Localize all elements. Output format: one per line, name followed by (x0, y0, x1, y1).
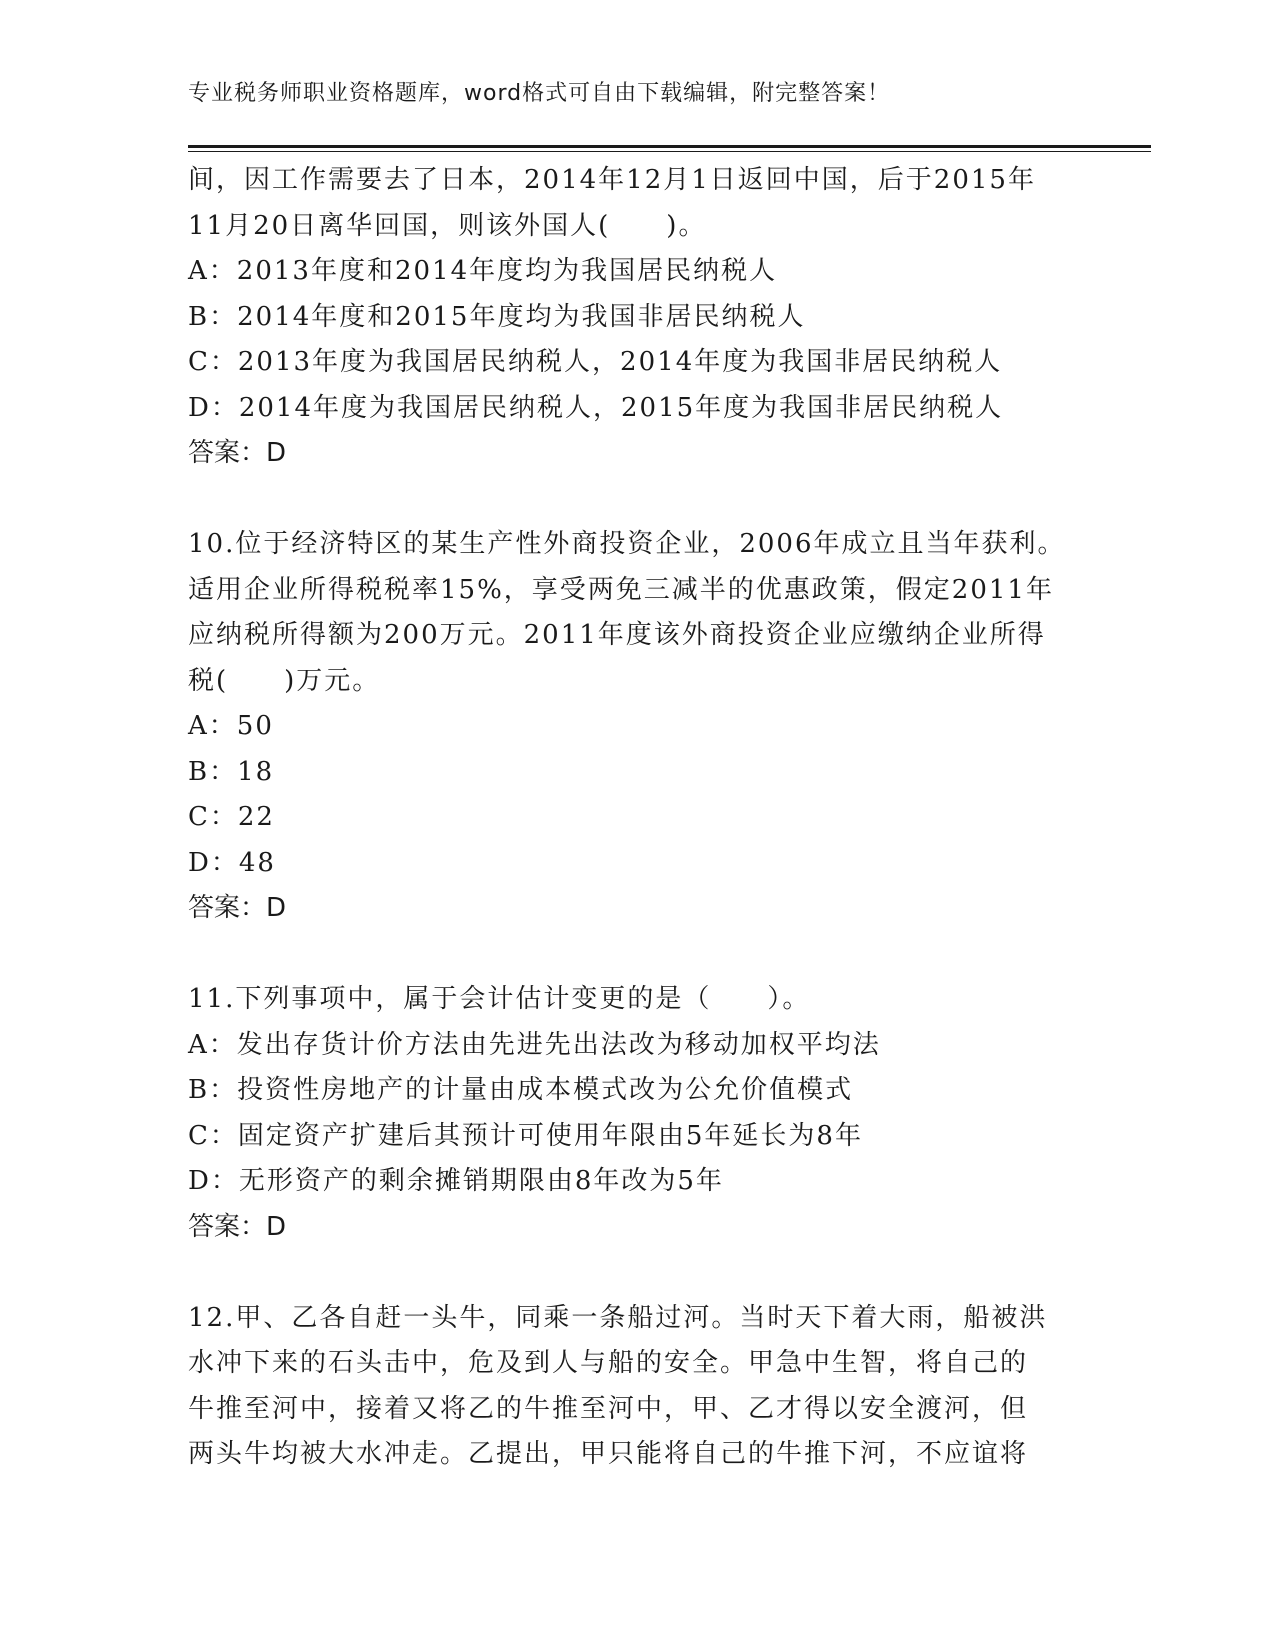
option-a: A：2013年度和2014年度均为我国居民纳税人 (188, 256, 778, 286)
option-d: D：无形资产的剩余摊销期限由8年改为5年 (188, 1166, 724, 1196)
question-stem-line: 间，因工作需要去了日本，2014年12月1日返回中国，后于2015年 (188, 165, 1036, 195)
answer-line: 答案：D (188, 893, 287, 923)
option-b: B：投资性房地产的计量由成本模式改为公允价值模式 (188, 1075, 854, 1105)
question-stem-line: 水冲下来的石头击中，危及到人与船的安全。甲急中生智，将自己的 (188, 1348, 1029, 1378)
question-stem-line: 适用企业所得税税率15%，享受两免三减半的优惠政策，假定2011年 (188, 574, 1054, 605)
question-stem-line: 10.位于经济特区的某生产性外商投资企业，2006年成立且当年获利。 (188, 529, 1066, 559)
question-stem-line: 两头牛均被大水冲走。乙提出，甲只能将自己的牛推下河，不应谊将 (188, 1439, 1029, 1469)
question-stem-line: 12.甲、乙各自赶一头牛，同乘一条船过河。当时天下着大雨，船被洪 (188, 1302, 1048, 1333)
question-stem-line: 应纳税所得额为200万元。2011年度该外商投资企业应缴纳企业所得 (188, 620, 1046, 650)
option-d: D：48 (188, 847, 276, 878)
question-stem-line: 税( )万元。 (188, 665, 381, 696)
header-rule-thick (188, 145, 1151, 148)
option-a: A：50 (188, 711, 274, 741)
question-12 (188, 1296, 1088, 1478)
page-header: 专业税务师职业资格题库，word格式可自由下载编辑，附完整答案！ (188, 81, 891, 106)
answer-line: 答案：D (188, 438, 287, 468)
answer-line: 答案：D (188, 1211, 287, 1242)
question-9 (188, 158, 1088, 477)
option-c: C：固定资产扩建后其预计可使用年限由5年延长为8年 (188, 1120, 863, 1151)
question-10 (188, 522, 1088, 932)
header-rule-thin (188, 151, 1151, 152)
question-stem-line: 11.下列事项中，属于会计估计变更的是（ ）。 (188, 984, 811, 1014)
question-11 (188, 977, 1088, 1250)
question-content (188, 158, 1088, 1478)
question-stem-line: 牛推至河中，接着又将乙的牛推至河中，甲、乙才得以安全渡河，但 (188, 1393, 1029, 1424)
option-c: C：22 (188, 802, 275, 832)
option-d: D：2014年度为我国居民纳税人，2015年度为我国非居民纳税人 (188, 392, 1004, 423)
question-stem-line: 11月20日离华回国，则该外国人( )。 (188, 210, 707, 241)
option-b: B：18 (188, 756, 275, 787)
option-b: B：2014年度和2015年度均为我国非居民纳税人 (188, 301, 806, 332)
option-a: A：发出存货计价方法由先进先出法改为移动加权平均法 (188, 1029, 881, 1060)
option-c: C：2013年度为我国居民纳税人，2014年度为我国非居民纳税人 (188, 347, 1003, 377)
